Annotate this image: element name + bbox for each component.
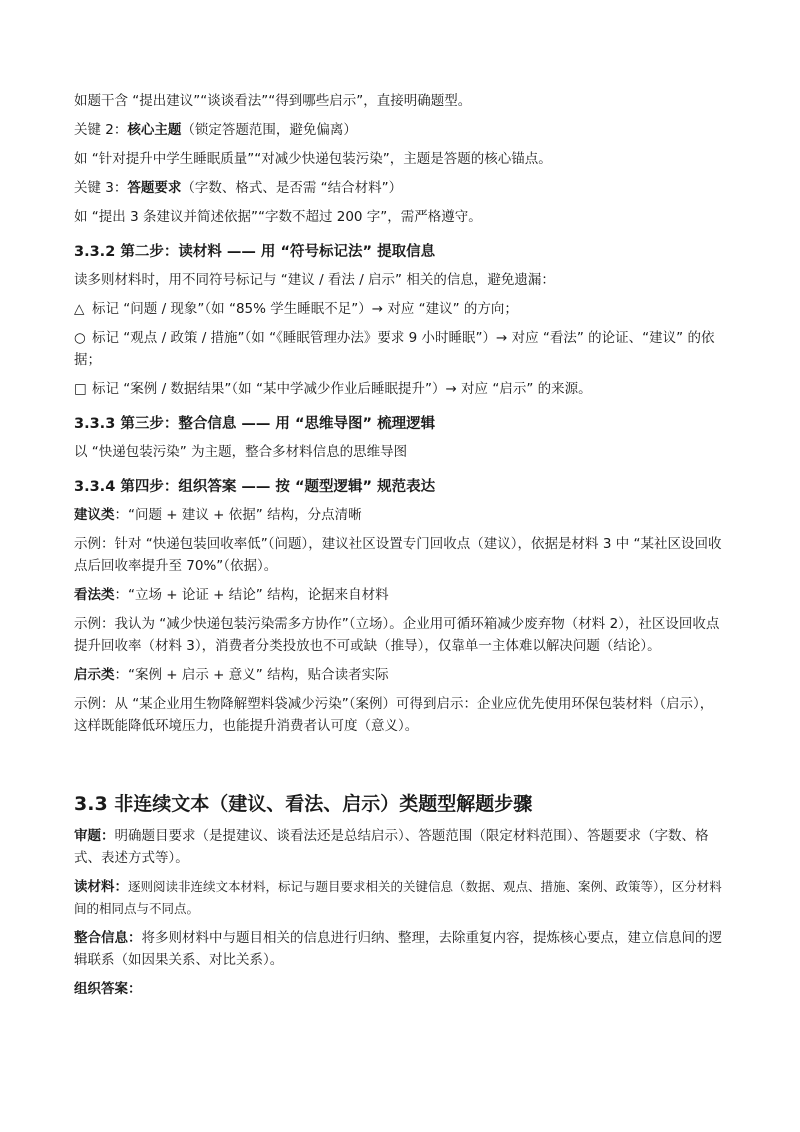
step-text: 将多则材料中与题目相关的信息进行归纳、整理，去除重复内容，提炼核心要点，建立信息间的逻辑联系（如因果关系、对比关系）。 — [74, 930, 722, 968]
paragraph-question-type: 如题干含 “提出建议”“谈谈看法”“得到哪些启示”，直接明确题型。 — [74, 93, 472, 109]
list-item-text: 标记 “问题 / 现象”（如 “85% 学生睡眠不足”）→ 对应 “建议” 的方向； — [92, 301, 518, 317]
key-2-bold: 核心主题 — [127, 122, 182, 138]
step-integrate — [74, 927, 726, 971]
suggestion-type-desc: ：“问题 + 建议 + 依据” 结构，分点清晰 — [114, 507, 362, 523]
suggestion-type-label: 建议类 — [74, 507, 115, 523]
circle-icon: ○ — [74, 330, 86, 346]
key-3-bold: 答题要求 — [127, 180, 182, 196]
document-page — [74, 90, 726, 1007]
heading-3-3-2: 3.3.2 第二步：读材料 —— 用 “符号标记法” 提取信息 — [74, 244, 436, 260]
key-2-prefix: 关键 2： — [74, 122, 128, 138]
heading-3-3-3: 3.3.3 第三步：整合信息 —— 用 “思维导图” 梳理逻辑 — [74, 416, 436, 432]
key-3-line — [74, 177, 726, 199]
step-review — [74, 825, 726, 869]
list-item-square — [74, 378, 726, 400]
paragraph-symbol-intro: 读多则材料时，用不同符号标记与 “建议 / 看法 / 启示” 相关的信息，避免遗漏： — [74, 272, 555, 288]
insight-type-label: 启示类 — [74, 667, 115, 683]
list-item-text: 标记 “案例 / 数据结果”（如 “某中学减少作业后睡眠提升”）→ 对应 “启示” 的来源。 — [92, 381, 592, 397]
key-2-rest: （锁定答题范围，避免偏离） — [181, 122, 357, 138]
step-organize — [74, 978, 726, 1000]
step-label: 审题： — [74, 828, 115, 844]
step-label: 组织答案： — [74, 981, 142, 997]
insight-type-desc: ：“案例 + 启示 + 意义” 结构，贴合读者实际 — [114, 667, 389, 683]
opinion-type-desc: ：“立场 + 论证 + 结论” 结构，论据来自材料 — [114, 587, 389, 603]
list-item-triangle — [74, 298, 726, 320]
step-label: 整合信息： — [74, 930, 142, 946]
list-item-text: 标记 “观点 / 政策 / 措施”（如 “《睡眠管理办法》要求 9 小时睡眠”）→ 对应 “看法” 的论证、“建议” 的依据； — [74, 330, 715, 368]
opinion-type-line — [74, 584, 726, 606]
opinion-type-label: 看法类 — [74, 587, 115, 603]
step-text: 明确题目要求（是提建议、谈看法还是总结启示）、答题范围（限定材料范围）、答题要求（字数、格式、表述方式等）。 — [74, 828, 709, 866]
list-item-circle — [74, 327, 726, 371]
key-3-prefix: 关键 3： — [74, 180, 128, 196]
insight-example: 示例：从 “某企业用生物降解塑料袋减少污染”（案例）可得到启示：企业应优先使用环保包装材料（启示），这样既能降低环境压力，也能提升消费者认可度（意义）。 — [74, 696, 714, 734]
paragraph-requirements: 如 “提出 3 条建议并简述依据”“字数不超过 200 字”，需严格遵守。 — [74, 209, 482, 225]
key-2-line — [74, 119, 726, 141]
opinion-example: 示例：我认为 “减少快递包装污染需多方协作”（立场）。企业用可循环箱减少废弃物（材料 2），社区设回收点提升回收率（材料 3），消费者分类投放也不可或缺（推导），仅靠单一主体难以解决问题（结论）。 — [74, 616, 720, 654]
step-label: 读材料： — [74, 879, 128, 895]
step-text: 逐则阅读非连续文本材料，标记与题目要求相关的关键信息（数据、观点、措施、案例、政策等），区分材料间的相同点与不同点。 — [74, 879, 722, 916]
paragraph-mindmap: 以 “快递包装污染” 为主题，整合多材料信息的思维导图 — [74, 444, 408, 460]
square-icon: □ — [74, 381, 87, 397]
step-read-materials — [74, 876, 726, 920]
key-3-rest: （字数、格式、是否需 “结合材料”） — [181, 180, 403, 196]
heading-3-3-4: 3.3.4 第四步：组织答案 —— 按 “题型逻辑” 规范表达 — [74, 479, 436, 495]
suggestion-type-line — [74, 504, 726, 526]
triangle-icon: △ — [74, 301, 85, 317]
heading-3-3: 3.3 非连续文本（建议、看法、启示）类题型解题步骤 — [74, 793, 533, 815]
insight-type-line — [74, 664, 726, 686]
paragraph-core-theme: 如 “针对提升中学生睡眠质量”“对减少快递包装污染”，主题是答题的核心锚点。 — [74, 151, 552, 167]
suggestion-example: 示例：针对 “快递包装回收率低”（问题），建议社区设置专门回收点（建议），依据是材料 3 中 “某社区设回收点后回收率提升至 70%”（依据）。 — [74, 536, 722, 574]
